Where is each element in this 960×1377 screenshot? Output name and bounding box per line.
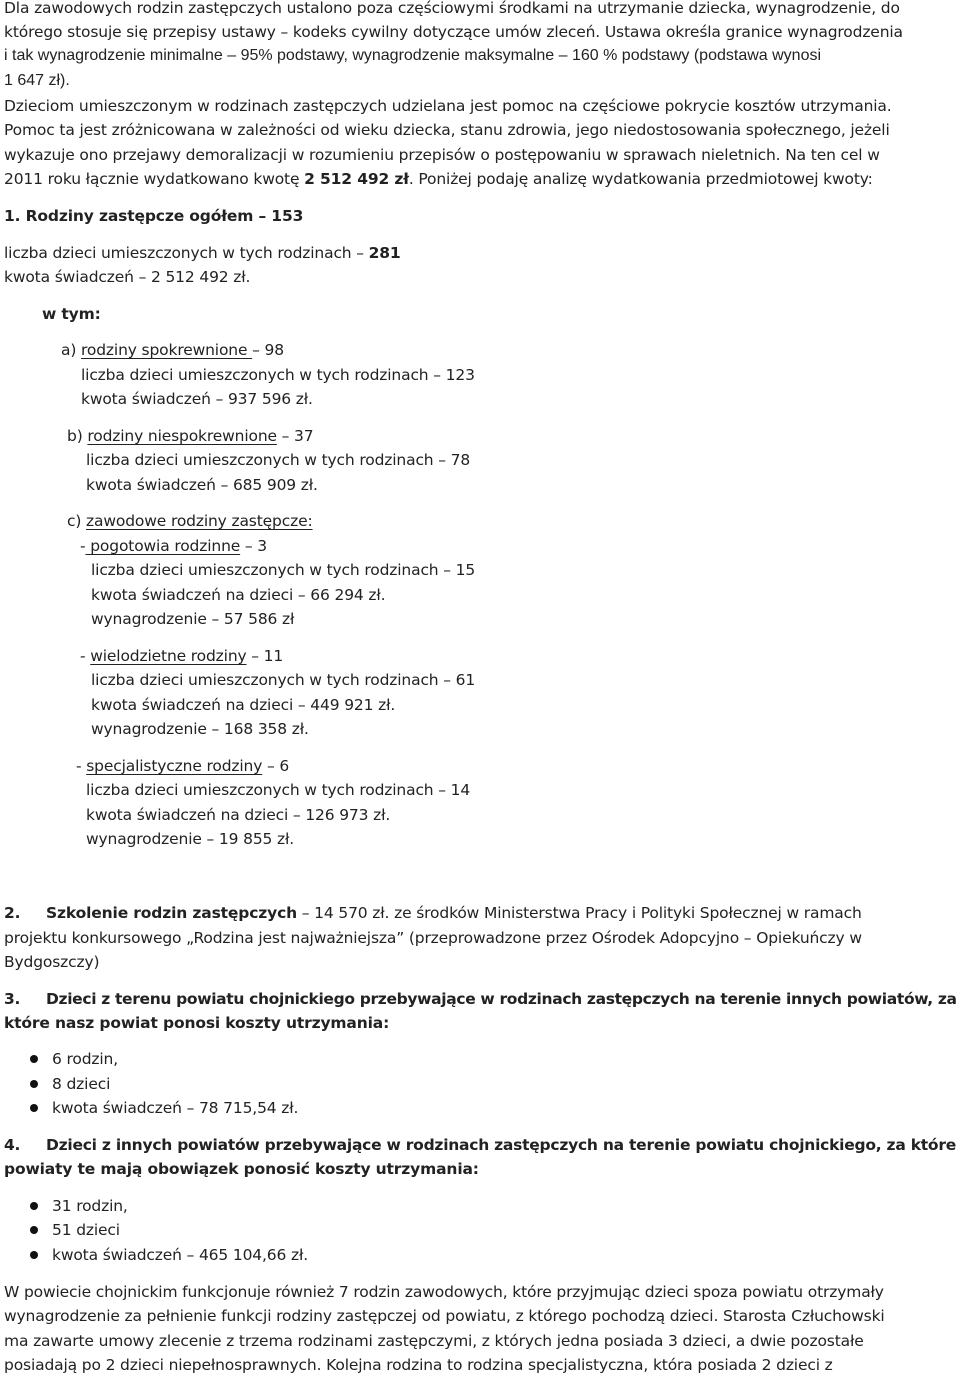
specjalistyczne-children: liczba dzieci umieszczonych w tych rodzinach – 14 [86,781,471,799]
item-c-heading [67,511,313,531]
specjalistyczne-dash: - [76,757,87,775]
section-4-number: 4. [4,1136,21,1154]
specjalistyczne-heading [76,756,289,776]
intro-line-6: Pomoc ta jest zróżnicowana w zależności od wieku dziecka, stanu zdrowia, jego niedostosowania społecznego, jeżeli [4,121,890,139]
section-3-item-3: kwota świadczeń – 78 715,54 zł. [52,1099,299,1117]
specjalistyczne-salary: wynagrodzenie – 19 855 zł. [86,830,295,848]
section-3-number: 3. [4,990,20,1008]
wielodzietne-dash: - [80,647,91,665]
closing-line-3: ma zawarte umowy zlecenie z trzema rodzinami zastępczymi, z których jedna posiada 3 dzieci, a dwie pozostałe [4,1332,864,1350]
pogotowia-heading [80,536,267,556]
section-1-children [4,243,401,263]
intro-line-3: i tak wynagrodzenie minimalne – 95% podstawy, wynagrodzenie maksymalne – 160 % podstawy (podstawa wynosi [4,47,822,64]
section-4-item-1: 31 rodzin, [52,1197,128,1215]
intro-line-1: Dla zawodowych rodzin zastępczych ustalono poza częściowymi środkami na utrzymanie dziecka, wynagrodzenie, do [4,0,900,17]
section-4-line-1 [4,1135,956,1155]
closing-line-2: wynagrodzenie za pełnienie funkcji rodziny zastępczej od powiatu, z którego pochodzą dzieci. Starosta Człuchowski [4,1307,885,1325]
pogotowia-children: liczba dzieci umieszczonych w tych rodzinach – 15 [91,561,476,579]
children-count: 281 [368,244,401,262]
item-c-prefix: c) [67,512,87,530]
specjalistyczne-label: specjalistyczne rodziny [86,757,263,775]
item-b-prefix: b) [67,427,88,445]
section-2-title: Szkolenie rodzin zastępczych [46,904,298,922]
section-2-line-2: projektu konkursowego „Rodzina jest najważniejsza” (przeprowadzone przez Ośrodek Adopcyjno – Opiekuńczy w [4,929,862,947]
pogotowia-salary: wynagrodzenie – 57 586 zł [91,610,295,628]
section-2-line-3: Bydgoszczy) [4,953,100,971]
section-1-heading: 1. Rodziny zastępcze ogółem – 153 [4,207,304,225]
in-that-label: w tym: [42,305,101,323]
pogotowia-dash: - [80,537,86,555]
item-b-amount: kwota świadczeń – 685 909 zł. [86,476,318,494]
bullet-icon [30,1251,38,1259]
section-3-title: Dzieci z terenu powiatu chojnickiego przebywające w rodzinach zastępczych na terenie innych powiatów, za [46,990,957,1008]
section-4-line-2: powiaty te mają obowiązek ponosić koszty utrzymania: [4,1160,479,1178]
section-3-line-2: które nasz powiat ponosi koszty utrzymania: [4,1014,390,1032]
item-b-heading [67,426,313,446]
item-a-label: rodziny spokrewnione [81,341,253,359]
item-a-heading [61,340,284,360]
wielodzietne-amount: kwota świadczeń na dzieci – 449 921 zł. [91,696,396,714]
wielodzietne-count: – 11 [246,647,284,665]
specjalistyczne-amount: kwota świadczeń na dzieci – 126 973 zł. [86,806,391,824]
pogotowia-label: pogotowia rodzinne [85,537,241,555]
section-2-line-1 [4,903,862,923]
section-3-item-1: 6 rodzin, [52,1050,118,1068]
children-label: liczba dzieci umieszczonych w tych rodzinach – [4,244,369,262]
pogotowia-amount: kwota świadczeń na dzieci – 66 294 zł. [91,586,386,604]
closing-line-4: posiadają po 2 dzieci niepełnosprawnych. Kolejna rodzina to rodzina specjalistyczna, która posiada 2 dzieci z [4,1356,833,1374]
intro-text: 2011 roku łącznie wydatkowano kwotę [4,170,305,188]
item-b-children: liczba dzieci umieszczonych w tych rodzinach – 78 [86,451,471,469]
intro-line-5: Dzieciom umieszczonym w rodzinach zastępczych udzielana jest pomoc na częściowe pokrycie kosztów utrzymania. [4,97,892,115]
bullet-icon [30,1226,38,1234]
item-a-count: – 98 [252,341,284,359]
intro-line-4: 1 647 zł). [4,72,70,89]
item-a-prefix: a) [61,341,82,359]
intro-text-end: . Poniżej podaję analizę wydatkowania przedmiotowej kwoty: [408,170,873,188]
wielodzietne-children: liczba dzieci umieszczonych w tych rodzinach – 61 [91,671,476,689]
section-4-item-3: kwota świadczeń – 465 104,66 zł. [52,1246,308,1264]
section-2-number: 2. [4,904,21,922]
section-2-text: – 14 570 zł. ze środków Ministerstwa Pracy i Polityki Społecznej w ramach [297,904,862,922]
wielodzietne-label: wielodzietne rodziny [90,647,247,665]
intro-line-2: którego stosuje się przepisy ustawy – kodeks cywilny dotyczące umów zleceń. Ustawa określa granice wynagrodzenia [4,23,903,41]
wielodzietne-salary: wynagrodzenie – 168 358 zł. [91,720,309,738]
bullet-icon [30,1202,38,1210]
item-a-amount: kwota świadczeń – 937 596 zł. [81,390,313,408]
bullet-icon [30,1080,38,1088]
intro-line-7: wykazuje ono przejawy demoralizacji w rozumieniu przepisów o postępowaniu w sprawach nieletnich. Na ten cel w [4,146,880,164]
bullet-icon [30,1104,38,1112]
intro-line-8 [4,169,873,189]
item-c-label: zawodowe rodziny zastępcze: [86,512,313,530]
section-1-amount: kwota świadczeń – 2 512 492 zł. [4,268,251,286]
section-4-item-2: 51 dzieci [52,1221,120,1239]
section-3-line-1 [4,989,957,1009]
closing-line-1: W powiecie chojnickim funkcjonuje również 7 rodzin zawodowych, które przyjmując dzieci spoza powiatu otrzymały [4,1283,884,1301]
total-amount: 2 512 492 zł [304,170,409,188]
section-4-title: Dzieci z innych powiatów przebywające w rodzinach zastępczych na terenie powiatu chojnickiego, za które [46,1136,956,1154]
item-b-count: – 37 [276,427,314,445]
bullet-icon [30,1055,38,1063]
section-3-item-2: 8 dzieci [52,1075,111,1093]
specjalistyczne-count: – 6 [262,757,290,775]
pogotowia-count: – 3 [240,537,267,555]
item-b-label: rodziny niespokrewnione [87,427,277,445]
item-a-children: liczba dzieci umieszczonych w tych rodzinach – 123 [81,366,475,384]
wielodzietne-heading [80,646,283,666]
